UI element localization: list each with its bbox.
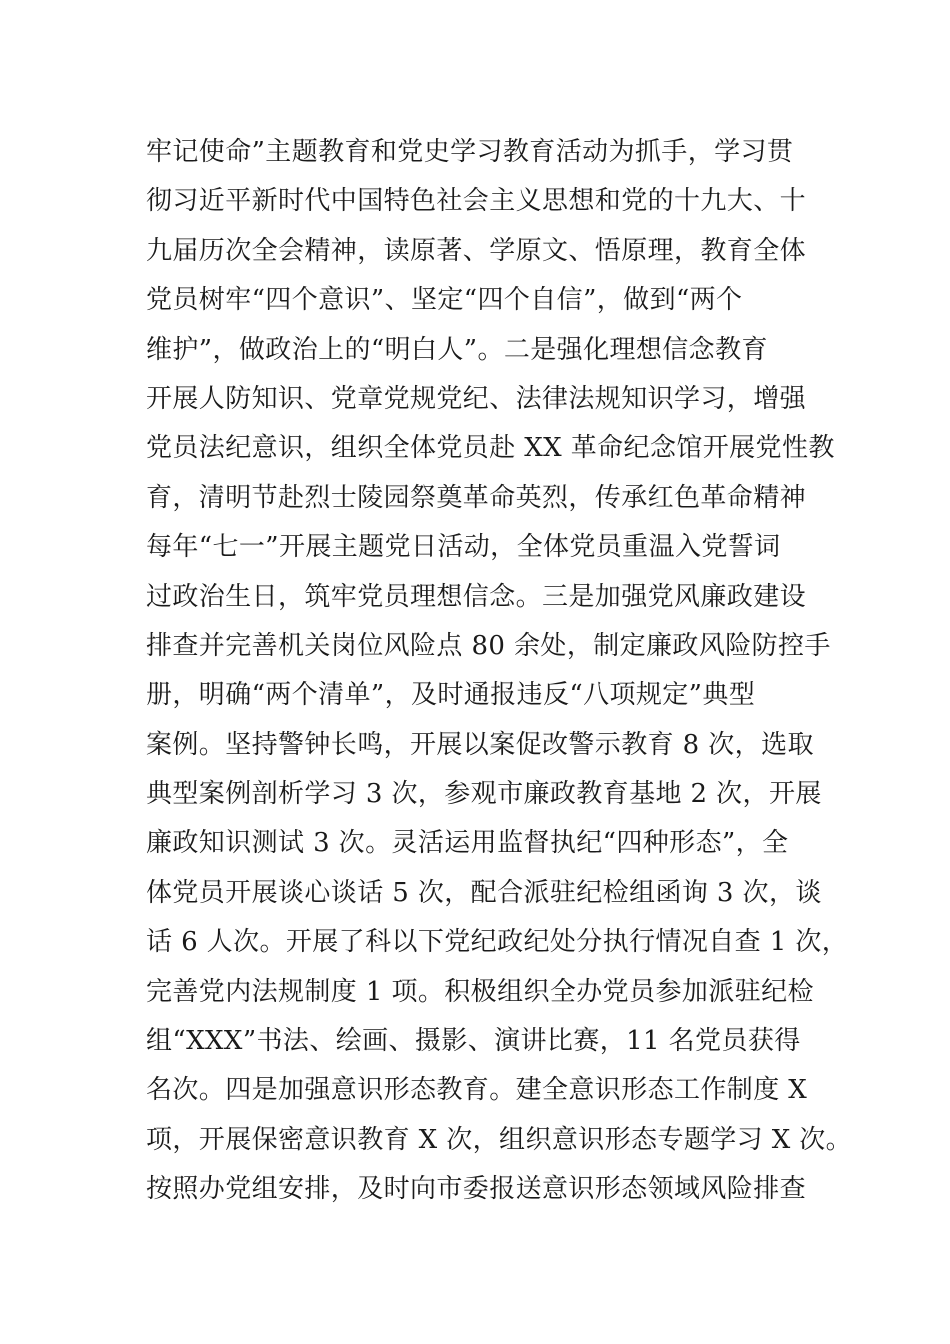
text-line: 彻习近平新时代中国特色社会主义思想和党的十九大、十 bbox=[146, 186, 807, 217]
text-line: 按照办党组安排，及时向市委报送意识形态领域风险排查 bbox=[146, 1174, 807, 1205]
text-line: 九届历次全会精神，读原著、学原文、悟原理，教育全体 bbox=[146, 235, 807, 266]
text-line: 典型案例剖析学习 3 次，参观市廉政教育基地 2 次，开展 bbox=[146, 779, 822, 810]
text-line: 过政治生日，筑牢党员理想信念。三是加强党风廉政建设 bbox=[146, 581, 807, 612]
text-line: 组“XXX”书法、绘画、摄影、演讲比赛，11 名党员获得 bbox=[146, 1026, 801, 1057]
text-line: 话 6 人次。开展了科以下党纪政纪处分执行情况自查 1 次， bbox=[146, 927, 849, 958]
text-line: 育，清明节赴烈士陵园祭奠革命英烈，传承红色革命精神 bbox=[146, 482, 807, 513]
text-line: 名次。四是加强意识形态教育。建全意识形态工作制度 X bbox=[146, 1075, 808, 1106]
text-line: 牢记使命”主题教育和党史学习教育活动为抓手，学习贯 bbox=[146, 137, 794, 167]
text-line: 党员树牢“四个意识”、坚定“四个自信”，做到“两个 bbox=[146, 285, 743, 316]
text-line: 每年“七一”开展主题党日活动，全体党员重温入党誓词 bbox=[146, 532, 781, 563]
text-line: 体党员开展谈心谈话 5 次，配合派驻纪检组函询 3 次，谈 bbox=[146, 877, 822, 908]
text-line: 廉政知识测试 3 次。灵活运用监督执纪“四种形态”，全 bbox=[146, 828, 789, 859]
text-line: 开展人防知识、党章党规党纪、法律法规知识学习，增强 bbox=[146, 383, 807, 414]
text-line: 案例。坚持警钟长鸣，开展以案促改警示教育 8 次，选取 bbox=[146, 729, 814, 760]
text-line: 维护”，做政治上的“明白人”。二是强化理想信念教育 bbox=[146, 334, 768, 365]
text-line: 项，开展保密意识教育 X 次，组织意识形态专题学习 X 次。 bbox=[146, 1124, 853, 1155]
text-line: 完善党内法规制度 1 项。积极组织全办党员参加派驻纪检 bbox=[146, 976, 814, 1007]
text-line: 册，明确“两个清单”，及时通报违反“八项规定”典型 bbox=[146, 680, 756, 711]
body-text bbox=[146, 128, 853, 1215]
text-line: 排查并完善机关岗位风险点 80 余处，制定廉政风险防控手 bbox=[146, 630, 831, 661]
text-line: 党员法纪意识，组织全体党员赴 XX 革命纪念馆开展党性教 bbox=[146, 433, 835, 464]
